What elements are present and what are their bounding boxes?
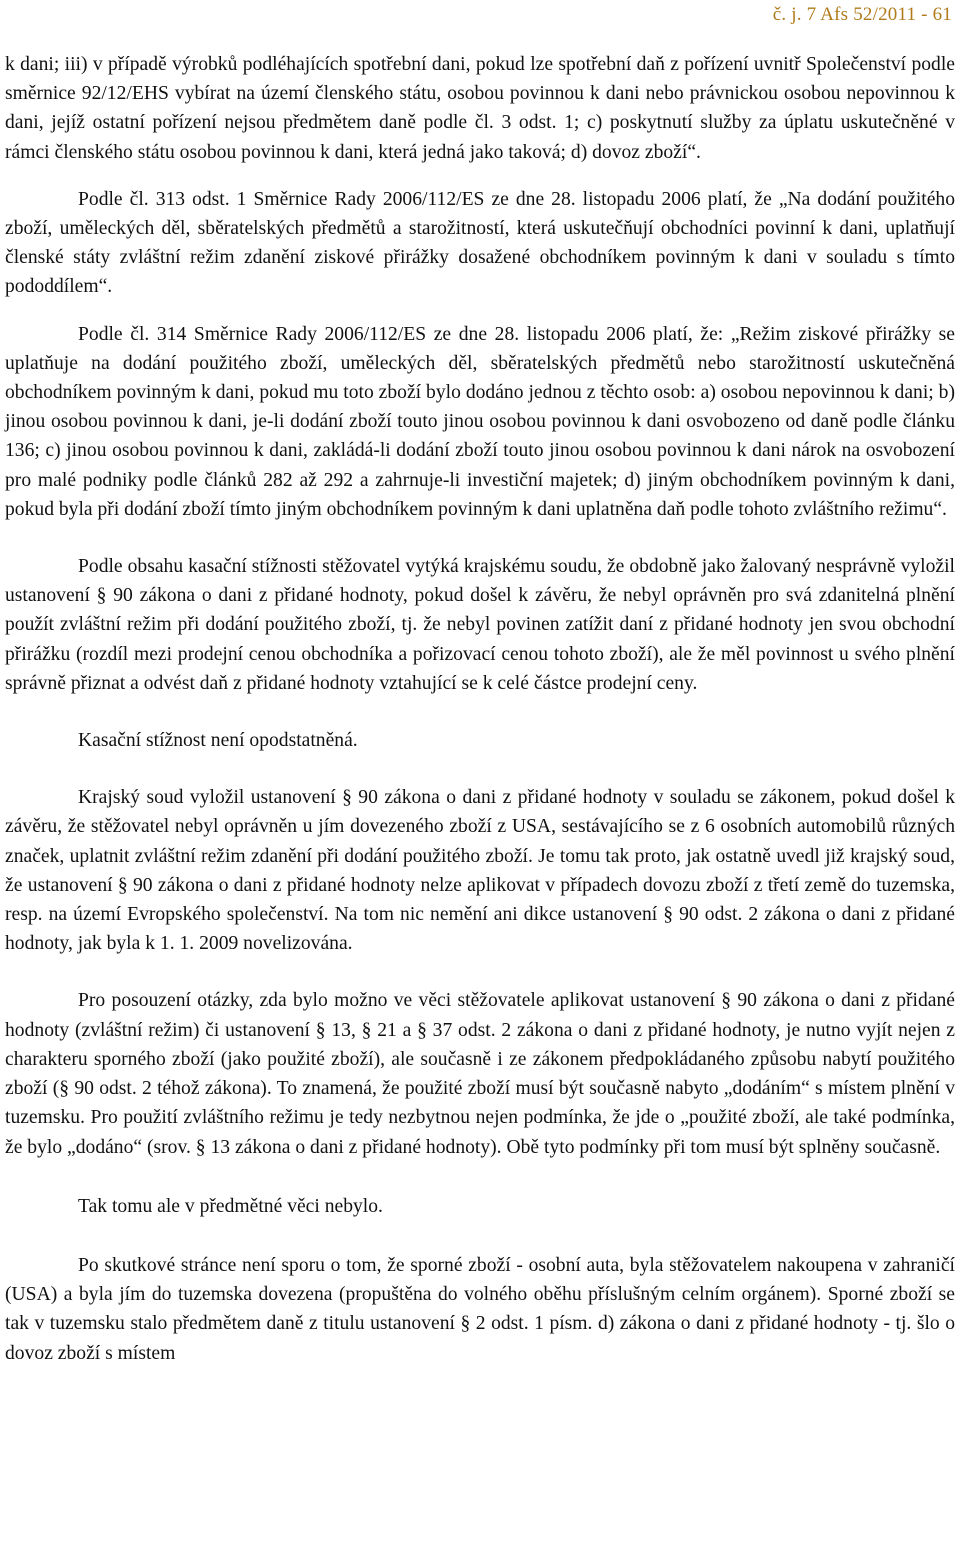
page-reference-header: č. j. 7 Afs 52/2011 - 61 [772,4,952,25]
paragraph-assessment: Pro posouzení otázky, zda bylo možno ve věci stěžovatele aplikovat ustanovení § 90 zákona o dani z přidané hodnoty (zvláštní režim) či ustanovení § 13, § 21 a § 37 odst. 2 zákona o dani z přidané hodnoty, je nutno vyjít nejen z charakteru sporného zboží (jako použité zboží), ale současně i ze zákonem předpokládaného způsobu nabytí použitého zboží (§ 90 odst. 2 téhož zákona). To znamená, že použité zboží musí být současně nabyto „dodáním“ s místem plnění v tuzemsku. Pro použití zvláštního režimu je tedy nezbytnou nejen podmínka, že jde o „použité zboží, ale také podmínka, že bylo „dodáno“ (srov. § 13 zákona o dani z přidané hodnoty). Obě tyto podmínky při tom musí být splněny současně. [5,990,955,1158]
paragraph-regional-court: Krajský soud vyložil ustanovení § 90 zákona o dani z přidané hodnoty v souladu se zákonem, pokud došel k závěru, že stěžovatel nebyl oprávněn u jím dovezeného zboží z USA, sestávajícího se z 6 osobních automobilů různých značek, uplatnit zvláštní režim zdanění při dodání použitého zboží. Je tomu tak proto, jak ostatně uvedl již krajský soud, že ustanovení § 90 zákona o dani z přidané hodnoty nelze aplikovat v případech dovozu zboží z třetí země do tuzemska, resp. na území Evropského společenství. Na tom nic nemění ani dikce ustanovení § 90 odst. 2 zákona o dani z přidané hodnoty, jak byla k 1. 1. 2009 novelizována. [5,787,955,955]
paragraph-article-313: Podle čl. 313 odst. 1 Směrnice Rady 2006/112/ES ze dne 28. listopadu 2006 platí, že „Na dodání použitého zboží, uměleckých děl, sběratelských předmětů a starožitností, která uskutečňují obchodníci povinní k dani, uplatňují členské státy zvláštní režim zdanění ziskové přirážky dosažené obchodníkem povinným k dani v souladu s tímto pododdílem“. [5,188,955,298]
paragraph-article-314: Podle čl. 314 Směrnice Rady 2006/112/ES ze dne 28. listopadu 2006 platí, že: „Režim ziskové přirážky se uplatňuje na dodání použitého zboží, uměleckých děl, sběratelských předmětů nebo starožitností uskutečněná obchodníkem povinným k dani, pokud mu toto zboží bylo dodáno jednou z těchto osob: a) osobou nepovinnou k dani; b) jinou osobou povinnou k dani, je-li dodání zboží touto jinou osobou povinnou k dani osvobozeno od daně podle článku 136; c) jinou osobou povinnou k dani, zakládá-li dodání zboží touto jinou osobou povinnou k dani nárok na osvobození pro malé podniky podle článků 282 až 292 a zahrnuje-li investiční majetek; d) jiným obchodníkem povinným k dani, pokud byla při dodání zboží tímto jiným obchodníkem povinným k dani uplatněna daň podle tohoto zvláštního režimu“. [5,323,955,520]
paragraph-continuation: k dani; iii) v případě výrobků podléhajících spotřební dani, pokud lze spotřební daň z pořízení uvnitř Společenství podle směrnice 92/12/EHS vybírat na území členského státu, osobou povinnou k dani nebo právnickou osobou nepovinnou k dani, jejíž ostatní pořízení nejsou předmětem daně podle čl. 3 odst. 1; c) poskytnutí služby za úplatu uskutečněné v rámci členského státu osobou povinnou k dani, která jedná jako taková; d) dovoz zboží“. [5,54,955,163]
paragraph-cassation-complaint: Podle obsahu kasační stížnosti stěžovatel vytýká krajskému soudu, že obdobně jako žalovaný nesprávně vyložil ustanovení § 90 zákona o dani z přidané hodnoty, pokud došel k závěru, že nebyl oprávněn pro svá zdanitelná plnění použít zvláštní režim při dodání použitého zboží, tj. že nebyl povinen zatížit daní z přidané hodnoty jen svou obchodní přirážku (rozdíl mezi prodejní cenou obchodníka a pořizovací cenou tohoto zboží), ale že měl povinnost u svého plnění správně přiznat a odvést daň z přidané hodnoty vztahující se k celé částce prodejní ceny. [5,556,955,694]
paragraph-verdict: Kasační stížnost není opodstatněná. [78,730,358,752]
paragraph-factual-side: Po skutkové stránce není sporu o tom, že sporné zboží - osobní auta, byla stěžovatelem nakoupena v zahraničí (USA) a byla jím do tuzemska dovezena (propuštěna do volného oběhu příslušným celním orgánem). Sporné zboží se tak v tuzemsku stalo předmětem daně z titulu ustanovení § 2 odst. 1 písm. d) zákona o dani z přidané hodnoty - tj. šlo o dovoz zboží s místem [5,1254,955,1364]
document-body [5,50,955,1368]
paragraph-not-the-case: Tak tomu ale v předmětné věci nebylo. [78,1195,383,1217]
